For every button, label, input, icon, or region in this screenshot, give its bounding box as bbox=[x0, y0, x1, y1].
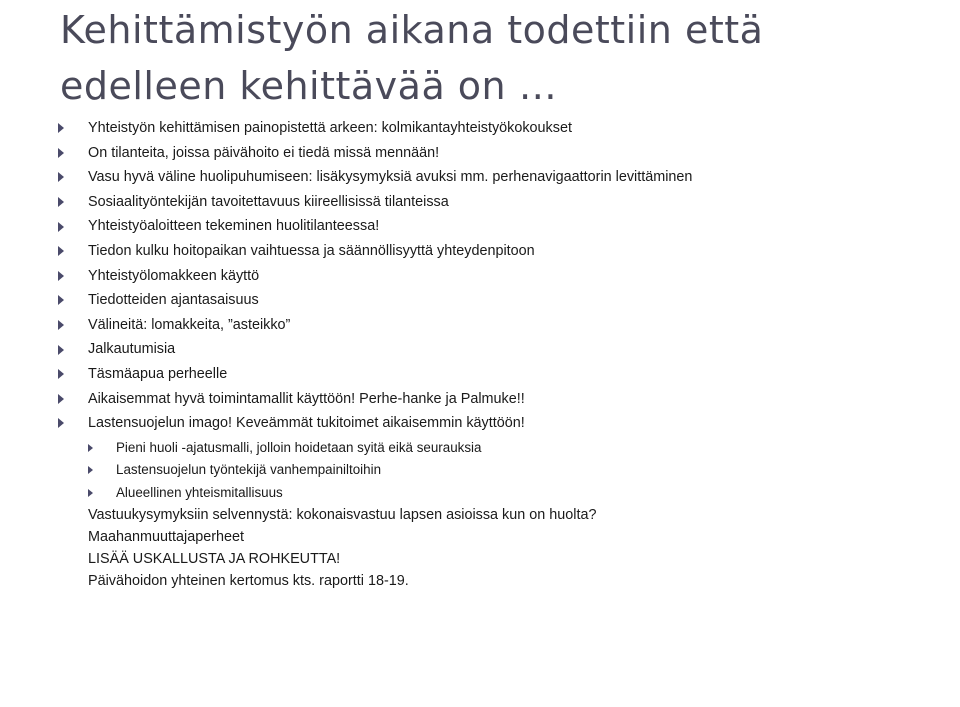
bullet-text: Vasu hyvä väline huolipuhumiseen: lisäkysymyksiä avuksi mm. perhenavigaattorin levittäminen bbox=[88, 169, 693, 186]
bullet-text: Tiedon kulku hoitopaikan vaihtuessa ja säännöllisyyttä yhteydenpitoon bbox=[88, 242, 535, 259]
triangle-right-icon bbox=[58, 295, 64, 305]
plain-line bbox=[58, 570, 938, 592]
plain-line-text: Maahanmuuttajaperheet bbox=[88, 529, 245, 546]
triangle-right-icon bbox=[58, 418, 64, 428]
plain-line-text: LISÄÄ USKALLUSTA JA ROHKEUTTA! bbox=[88, 551, 341, 568]
plain-line bbox=[58, 548, 938, 570]
triangle-right-icon bbox=[58, 320, 64, 330]
bullet-item bbox=[58, 411, 938, 436]
triangle-right-icon bbox=[58, 222, 64, 232]
bullet-item bbox=[58, 337, 938, 362]
bullet-item bbox=[58, 362, 938, 387]
bullet-text: Tiedotteiden ajantasaisuus bbox=[88, 292, 259, 309]
bullet-item bbox=[58, 116, 938, 141]
bullet-item bbox=[58, 141, 938, 166]
bullet-text: Aikaisemmat hyvä toimintamallit käyttöön! Perhe-hanke ja Palmuke!! bbox=[88, 390, 525, 407]
bullet-item bbox=[58, 165, 938, 190]
sub-bullet-text: Alueellinen yhteismitallisuus bbox=[116, 484, 283, 500]
triangle-right-icon bbox=[58, 123, 64, 133]
bullet-item bbox=[58, 288, 938, 313]
bullet-item bbox=[58, 239, 938, 264]
bullet-text: Täsmäapua perheelle bbox=[88, 365, 228, 382]
sub-bullet-text: Pieni huoli -ajatusmalli, jolloin hoidetaan syitä eikä seurauksia bbox=[116, 439, 482, 455]
sub-bullet-text: Lastensuojelun työntekijä vanhempainiltoihin bbox=[116, 462, 382, 478]
triangle-right-icon bbox=[58, 246, 64, 256]
triangle-right-icon bbox=[58, 148, 64, 158]
bullet-text: Yhteistyöaloitteen tekeminen huolitilanteessa! bbox=[88, 218, 380, 235]
plain-line-text: Päivähoidon yhteinen kertomus kts. raportti 18-19. bbox=[88, 573, 409, 590]
slide-title: Kehittämistyön aikana todettiin että edelleen kehittävää on … bbox=[60, 8, 764, 108]
triangle-right-icon bbox=[58, 271, 64, 281]
triangle-right-icon bbox=[58, 369, 64, 379]
triangle-right-icon bbox=[58, 172, 64, 182]
triangle-right-icon bbox=[88, 489, 93, 497]
bullet-item bbox=[58, 214, 938, 239]
bullet-list bbox=[58, 116, 938, 593]
bullet-item bbox=[58, 264, 938, 289]
bullet-item bbox=[58, 313, 938, 338]
bullet-text: On tilanteita, joissa päivähoito ei tiedä missä mennään! bbox=[88, 144, 440, 161]
triangle-right-icon bbox=[88, 466, 93, 474]
bullet-text: Välineitä: lomakkeita, ”asteikko” bbox=[88, 316, 291, 333]
bullet-item bbox=[58, 190, 938, 215]
triangle-right-icon bbox=[88, 444, 93, 452]
bullet-text: Yhteistyön kehittämisen painopistettä arkeen: kolmikantayhteistyökokoukset bbox=[88, 120, 572, 136]
bullet-text: Sosiaalityöntekijän tavoitettavuus kiireellisissä tilanteissa bbox=[88, 193, 449, 210]
bullet-text: Yhteistyölomakkeen käyttö bbox=[88, 267, 260, 284]
plain-line bbox=[58, 526, 938, 548]
bullet-item bbox=[58, 387, 938, 412]
triangle-right-icon bbox=[58, 197, 64, 207]
sub-bullet-item bbox=[58, 459, 938, 481]
sub-bullet-item bbox=[58, 482, 938, 504]
plain-line bbox=[58, 504, 938, 526]
plain-line-text: Vastuukysymyksiin selvennystä: kokonaisvastuu lapsen asioissa kun on huolta? bbox=[88, 506, 597, 523]
triangle-right-icon bbox=[58, 345, 64, 355]
bullet-text: Jalkautumisia bbox=[88, 341, 176, 358]
bullet-text: Lastensuojelun imago! Keveämmät tukitoimet aikaisemmin käyttöön! bbox=[88, 415, 525, 432]
sub-bullet-item bbox=[58, 437, 938, 459]
triangle-right-icon bbox=[58, 394, 64, 404]
